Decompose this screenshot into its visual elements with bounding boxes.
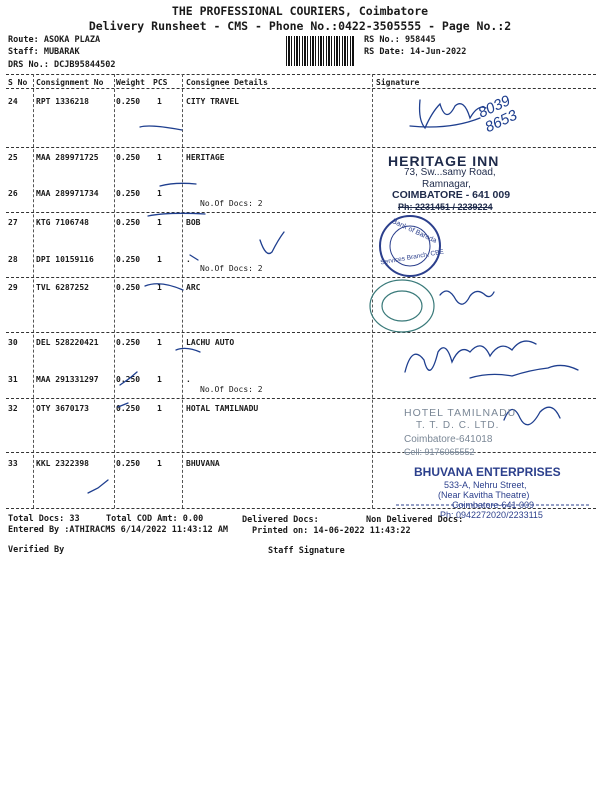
- tick-mark: [140, 126, 182, 130]
- tick-mark: [118, 403, 128, 407]
- faded-stamp: [370, 280, 434, 332]
- printed-on: Printed on: 14-06-2022 11:43:22: [252, 526, 411, 536]
- handwritten-note: 8039 8653: [475, 92, 520, 137]
- entered-by: Entered By :ATHIRACMS 6/14/2022 11:43:12 AM: [8, 525, 229, 535]
- tick-mark: [148, 213, 205, 216]
- col-sno-header: S No: [8, 78, 28, 87]
- verified-by: Verified By: [8, 545, 65, 555]
- row-consignment: KTG 7106748: [36, 218, 89, 227]
- heritage-stamp-phone: Ph: 2231451 / 2239224: [398, 202, 493, 212]
- row-docs-count: No.Of Docs: 2: [200, 199, 263, 208]
- heritage-stamp-title: HERITAGE INN: [388, 153, 500, 169]
- hotel-stamp-city: Coimbatore-641018: [404, 434, 493, 445]
- row-weight: 0.250: [116, 97, 141, 106]
- bhuvana-stamp-title: BHUVANA ENTERPRISES: [414, 465, 561, 479]
- row-pcs: 1: [157, 283, 162, 292]
- row-sno: 31: [8, 375, 18, 384]
- row-sno: 28: [8, 255, 18, 264]
- row-sno: 26: [8, 189, 18, 198]
- col-consignment-header: Consignment No: [36, 78, 104, 87]
- row-sno: 25: [8, 153, 18, 162]
- signature: [420, 100, 486, 128]
- route-label: Route: ASOKA PLAZA: [8, 35, 101, 45]
- tick-mark: [120, 372, 137, 385]
- heritage-stamp-address: Ramnagar,: [422, 179, 471, 190]
- row-consignee: .: [186, 375, 191, 384]
- total-cod: Total COD Amt: 0.00: [106, 514, 204, 524]
- row-sno: 33: [8, 459, 18, 468]
- row-docs-count: No.Of Docs: 2: [200, 385, 263, 394]
- total-docs: Total Docs: 33: [8, 514, 80, 524]
- row-consignment: MAA 289971734: [36, 189, 99, 198]
- tick-mark: [260, 232, 284, 254]
- company-title: THE PROFESSIONAL COURIERS, Coimbatore: [171, 4, 429, 18]
- row-consignee: LACHU AUTO: [186, 338, 235, 347]
- row-weight: 0.250: [116, 338, 141, 347]
- row-pcs: 1: [157, 459, 162, 468]
- bank-stamp-branch: Services Branch, CBE: [379, 248, 445, 267]
- row-consignment: TVL 6287252: [36, 283, 89, 292]
- col-weight-header: Weight: [116, 78, 145, 87]
- row-sno: 30: [8, 338, 18, 347]
- row-pcs: 1: [157, 153, 162, 162]
- col-pcs-header: PCS: [153, 78, 168, 87]
- hotel-stamp-phone: Cell: 9176065552: [404, 447, 475, 457]
- heritage-stamp-address: 73, Sw...samy Road,: [404, 167, 496, 178]
- bank-stamp-name: Bank of Baroda: [390, 218, 438, 245]
- row-consignee: BHUVANA: [186, 459, 220, 468]
- row-weight: 0.250: [116, 375, 141, 384]
- row-docs-count: No.Of Docs: 2: [200, 264, 263, 273]
- row-weight: 0.250: [116, 255, 141, 264]
- tick-mark: [176, 348, 200, 352]
- row-sno: 24: [8, 97, 18, 106]
- row-weight: 0.250: [116, 283, 141, 292]
- row-pcs: 1: [157, 375, 162, 384]
- row-pcs: 1: [157, 189, 162, 198]
- row-consignment: KKL 2322398: [36, 459, 89, 468]
- row-pcs: 1: [157, 218, 162, 227]
- row-consignee: BOB: [186, 218, 201, 227]
- signature: [440, 291, 494, 304]
- delivered-docs: Delivered Docs:: [242, 515, 319, 525]
- hotel-stamp-title: HOTEL TAMILNADU: [404, 407, 517, 419]
- col-consignee-header: Consignee Details: [186, 78, 268, 87]
- row-consignment: MAA 289971725: [36, 153, 99, 162]
- hotel-stamp-org: T. T. D. C. LTD.: [416, 420, 500, 431]
- drs-label: DRS No.: DCJB95844502: [8, 60, 116, 70]
- row-pcs: 1: [157, 255, 162, 264]
- bhuvana-stamp-phone: Ph: 0942272020/2233115: [440, 510, 543, 520]
- row-consignee: HOTAL TAMILNADU: [186, 404, 259, 413]
- non-delivered-docs: Non Delivered Docs:: [366, 515, 464, 525]
- row-sno: 32: [8, 404, 18, 413]
- tick-mark: [88, 480, 108, 493]
- bhuvana-stamp-address: 533-A, Nehru Street,: [444, 480, 527, 490]
- rs-date: RS Date: 14-Jun-2022: [364, 47, 467, 57]
- staff-signature: Staff Signature: [268, 546, 345, 556]
- runsheet-title: Delivery Runsheet - CMS - Phone No.:0422-3505555 - Page No.:2: [88, 19, 512, 33]
- row-consignee: HERITAGE: [186, 153, 225, 162]
- row-pcs: 1: [157, 97, 162, 106]
- row-consignee: .: [186, 255, 191, 264]
- signature: [470, 365, 578, 378]
- row-consignment: OTY 3670173: [36, 404, 89, 413]
- row-weight: 0.250: [116, 189, 141, 198]
- row-weight: 0.250: [116, 459, 141, 468]
- col-signature-header: Signature: [376, 78, 420, 87]
- staff-label: Staff: MUBARAK: [8, 47, 80, 57]
- bhuvana-stamp-city: Coimbatore-641 009: [452, 500, 535, 510]
- row-weight: 0.250: [116, 153, 141, 162]
- heritage-stamp-city: COIMBATORE - 641 009: [392, 189, 511, 201]
- tick-mark: [160, 183, 196, 186]
- signature: [405, 341, 536, 372]
- row-weight: 0.250: [116, 404, 141, 413]
- tick-mark: [145, 284, 183, 290]
- row-pcs: 1: [157, 338, 162, 347]
- row-consignment: MAA 291331297: [36, 375, 99, 384]
- row-sno: 29: [8, 283, 18, 292]
- tick-mark: [190, 255, 198, 260]
- row-consignment: DEL 528220421: [36, 338, 99, 347]
- row-weight: 0.250: [116, 218, 141, 227]
- row-sno: 27: [8, 218, 18, 227]
- row-consignee: ARC: [186, 283, 201, 292]
- bhuvana-stamp-address: (Near Kavitha Theatre): [438, 490, 530, 500]
- row-pcs: 1: [157, 404, 162, 413]
- row-consignment: RPT 1336218: [36, 97, 89, 106]
- rs-number: RS No.: 958445: [364, 35, 436, 45]
- row-consignment: DPI 10159116: [36, 255, 94, 264]
- row-consignee: CITY TRAVEL: [186, 97, 239, 106]
